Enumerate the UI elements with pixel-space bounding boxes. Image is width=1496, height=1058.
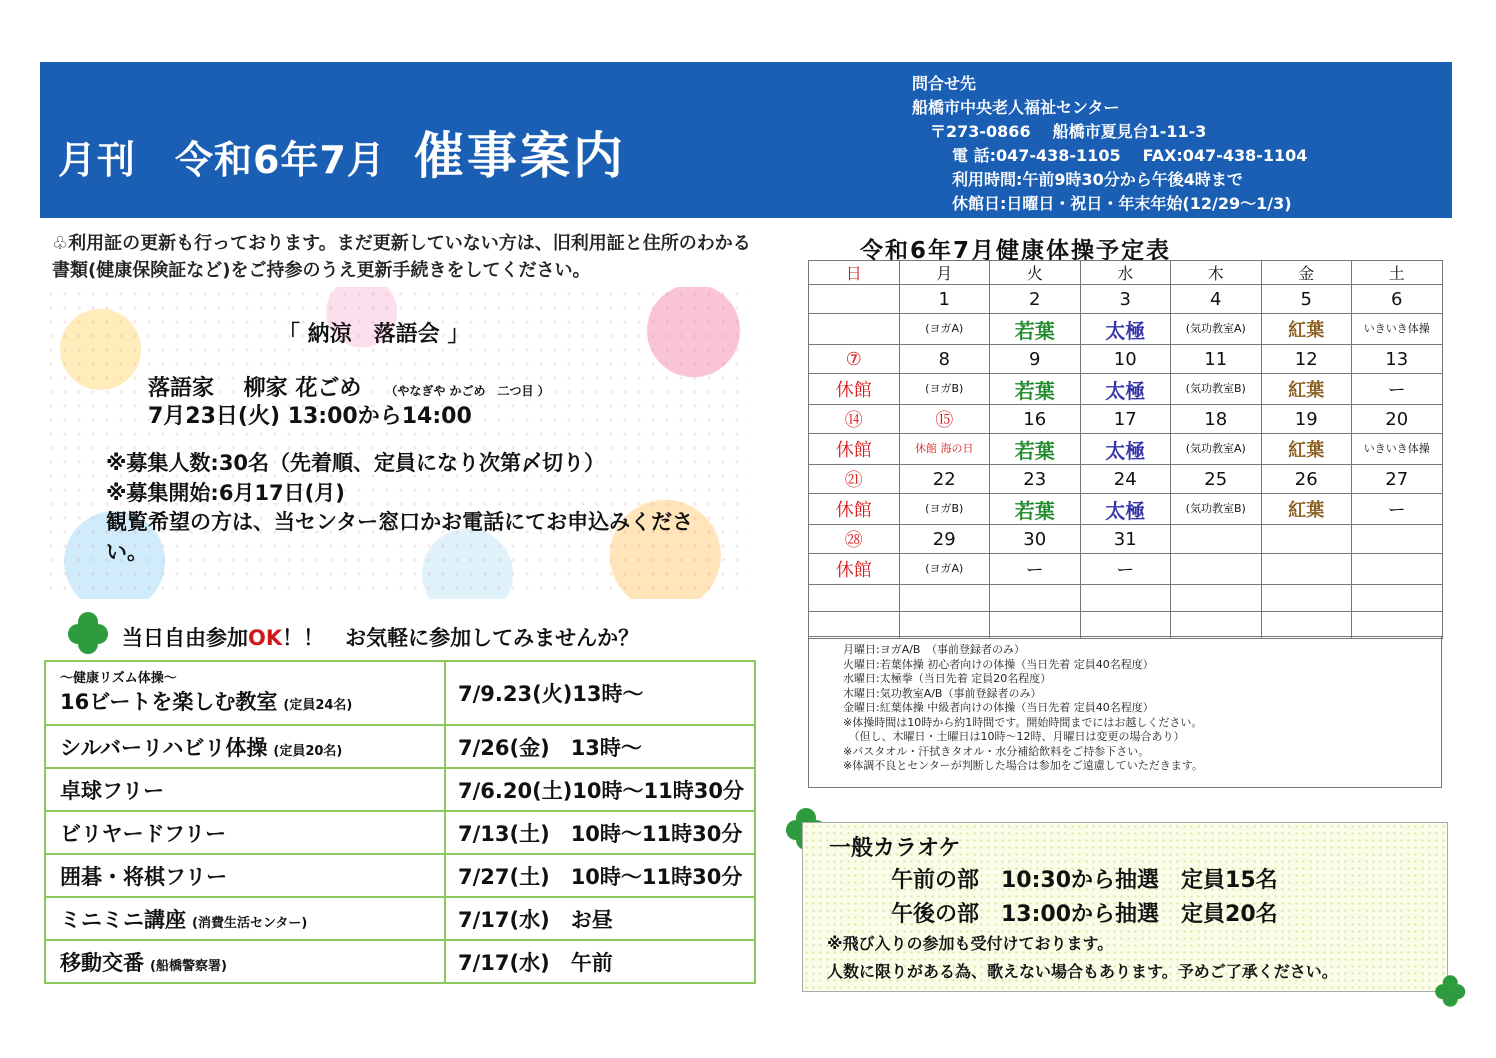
- program-cell: 休館: [809, 434, 900, 465]
- date-number: 25: [1204, 468, 1228, 490]
- date-number: 16: [1023, 408, 1047, 430]
- performer-name: 落語家 柳家 花ごめ: [148, 376, 362, 401]
- date-number: 1: [938, 288, 950, 310]
- blank-cell: [899, 612, 990, 639]
- date-cell: [809, 465, 900, 494]
- notice-text: 利用証の更新も行っております。まだ更新していない方は、旧利用証と住所のわかる書類(健康保険証など)をご持参のうえ更新手続きをしてください。: [52, 233, 751, 281]
- rakugo-start: ※募集開始:6月17日(月): [106, 481, 345, 505]
- date-cell: [1352, 285, 1443, 314]
- date-number: 9: [1029, 348, 1041, 370]
- karaoke-title: 一般カラオケ: [829, 836, 961, 861]
- event-name-cell: [45, 768, 445, 811]
- program-row: [809, 314, 1443, 345]
- karaoke-morning: 午前の部 10:30から抽選 定員15名: [891, 868, 1278, 893]
- blank-cell: [1080, 585, 1171, 612]
- free-heading: [122, 622, 639, 652]
- event-note: (消費生活センター): [192, 915, 308, 931]
- date-number: ⑮: [935, 410, 954, 431]
- header-banner: [40, 62, 1452, 218]
- program-cell: いきいき体操: [1352, 314, 1443, 345]
- table-row: [45, 725, 755, 768]
- program-cell: (ヨガA): [899, 554, 990, 585]
- event-name: 囲碁・将棋フリー: [60, 864, 228, 889]
- blank-cell: [1171, 585, 1262, 612]
- date-cell: [1080, 525, 1171, 554]
- program-cell: [1171, 554, 1262, 585]
- program-cell: 太極: [1080, 374, 1171, 405]
- title-prefix: 月刊 令和6年7月: [58, 138, 386, 182]
- date-number: ⑭: [844, 410, 863, 431]
- date-cell: [1352, 465, 1443, 494]
- date-cell: [1080, 465, 1171, 494]
- program-row: [809, 374, 1443, 405]
- date-row: [809, 285, 1443, 314]
- event-name: ビリヤードフリー: [60, 821, 227, 846]
- blank-cell: [1080, 612, 1171, 639]
- program-cell: ー: [1352, 374, 1443, 405]
- date-row: [809, 345, 1443, 374]
- schedule-note: 火曜日:若葉体操 初心者向けの体操（当日先着 定員40名程度）: [843, 657, 1154, 671]
- date-number: 27: [1385, 468, 1409, 490]
- event-time: 7/9.23(火)13時～: [445, 661, 755, 725]
- program-cell: 紅葉: [1261, 314, 1352, 345]
- date-cell: [1171, 525, 1262, 554]
- blank-cell: [1352, 612, 1443, 639]
- table-row: [45, 661, 755, 725]
- weekday-cell: 日: [809, 261, 900, 285]
- schedule-note: 水曜日:太極拳（当日先着 定員20名程度）: [843, 672, 1052, 685]
- date-number: ⑦: [845, 348, 862, 370]
- program-cell: 紅葉: [1261, 374, 1352, 405]
- date-number: 20: [1385, 408, 1409, 430]
- schedule-note: 金曜日:紅葉体操 中級者向けの体操（当日先着 定員40名程度）: [843, 701, 1154, 714]
- schedule-note: ※体調不良とセンターが判断した場合は参加をご遠慮していただきます。: [843, 759, 1203, 772]
- schedule-note: ※バスタオル・汗拭きタオル・水分補給飲料をご持参下さい。: [843, 744, 1150, 758]
- program-cell: [809, 314, 900, 345]
- table-row: [45, 811, 755, 854]
- date-cell: [1171, 465, 1262, 494]
- date-number: 22: [932, 468, 956, 490]
- karaoke-note-walkin: ※飛び入りの参加も受付けております。: [827, 934, 1114, 953]
- contact-fax: FAX:047-438-1104: [1142, 146, 1308, 165]
- date-number: 26: [1294, 468, 1318, 490]
- event-name-cell: [45, 940, 445, 983]
- date-number: 23: [1023, 468, 1047, 490]
- program-row: [809, 554, 1443, 585]
- date-cell: [990, 525, 1081, 554]
- program-cell: 太極: [1080, 314, 1171, 345]
- contact-phone-line: [912, 144, 1307, 168]
- event-time: 7/17(水) お昼: [445, 897, 755, 940]
- weekday-cell: 火: [990, 261, 1081, 285]
- date-cell: [899, 285, 990, 314]
- event-time: 7/13(土) 10時～11時30分: [445, 811, 755, 854]
- date-number: 11: [1204, 348, 1228, 370]
- renewal-notice: [52, 230, 752, 284]
- karaoke-afternoon: 午後の部 13:00から抽選 定員20名: [891, 902, 1278, 927]
- contact-tel: 電 話:047-438-1105: [952, 146, 1121, 165]
- program-cell: 太極: [1080, 434, 1171, 465]
- page-title: [58, 116, 626, 188]
- karaoke-panel: [802, 822, 1448, 992]
- program-cell: [1352, 554, 1443, 585]
- schedule-table: [808, 260, 1443, 639]
- contact-closed: 休館日:日曜日・祝日・年末年始(12/29～1/3): [952, 194, 1292, 213]
- date-cell: [809, 525, 900, 554]
- contact-hours: 利用時間:午前9時30分から午後4時まで: [952, 170, 1243, 189]
- date-number: 17: [1113, 408, 1137, 430]
- date-cell: [899, 345, 990, 374]
- program-cell: 太極: [1080, 494, 1171, 525]
- program-cell: ー: [990, 554, 1081, 585]
- date-cell: [809, 285, 900, 314]
- blank-cell: [1352, 585, 1443, 612]
- date-row: [809, 465, 1443, 494]
- rakugo-capacity: ※募集人数:30名（先着順、定員になり次第〆切り）: [106, 451, 606, 475]
- program-cell: 若葉: [990, 434, 1081, 465]
- event-name: 卓球フリー: [60, 778, 165, 803]
- date-cell: [990, 465, 1081, 494]
- date-number: 19: [1294, 408, 1318, 430]
- date-number: 10: [1113, 348, 1137, 370]
- date-cell: [1171, 345, 1262, 374]
- program-cell: 若葉: [990, 494, 1081, 525]
- date-cell: [1080, 285, 1171, 314]
- event-time: 7/26(金) 13時～: [445, 725, 755, 768]
- blank-cell: [1261, 585, 1352, 612]
- date-number: 30: [1023, 528, 1047, 550]
- blank-cell: [809, 585, 900, 612]
- date-cell: [899, 525, 990, 554]
- program-cell: 若葉: [990, 314, 1081, 345]
- blank-row: [809, 612, 1443, 639]
- weekday-cell: 土: [1352, 261, 1443, 285]
- table-row: [45, 768, 755, 811]
- rakugo-panel: [44, 287, 750, 599]
- program-row: [809, 494, 1443, 525]
- event-name: ミニミニ講座: [60, 907, 186, 932]
- event-name: シルバーリハビリ体操: [60, 735, 268, 760]
- rakugo-datetime: 7月23日(火) 13:00から14:00: [148, 404, 472, 429]
- program-cell: (ヨガB): [899, 494, 990, 525]
- program-cell: 休館: [809, 554, 900, 585]
- event-name-cell: [45, 811, 445, 854]
- program-cell: いきいき体操: [1352, 434, 1443, 465]
- date-number: 8: [938, 348, 950, 370]
- rakugo-title: 「 納涼 落語会 」: [278, 322, 470, 347]
- program-cell: 紅葉: [1261, 434, 1352, 465]
- contact-org: 船橋市中央老人福祉センター: [912, 98, 1120, 117]
- date-number: 13: [1385, 348, 1409, 370]
- program-cell: (気功教室B): [1171, 494, 1262, 525]
- karaoke-note-limit: 人数に限りがある為、歌えない場合もあります。予めご了承ください。: [827, 962, 1338, 981]
- notice-mark-icon: ♧: [52, 233, 69, 254]
- contact-address: 船橋市夏見台1-11-3: [1052, 122, 1207, 141]
- date-cell: [1171, 405, 1262, 434]
- program-cell: (気功教室B): [1171, 374, 1262, 405]
- date-cell: [1080, 345, 1171, 374]
- program-cell: (ヨガA): [899, 314, 990, 345]
- contact-postal: 〒273-0866: [930, 122, 1031, 141]
- event-name-cell: [45, 897, 445, 940]
- table-row: [45, 897, 755, 940]
- schedule-note: 木曜日:気功教室A/B（事前登録者のみ）: [843, 686, 1042, 700]
- contact-address-line: [912, 120, 1307, 144]
- date-cell: [1352, 345, 1443, 374]
- date-row: [809, 405, 1443, 434]
- schedule-note: （但し、木曜日・土曜日は10時～12時、月曜日は変更の場合あり）: [843, 730, 1185, 743]
- event-time: 7/27(土) 10時～11時30分: [445, 854, 755, 897]
- date-cell: [1171, 285, 1262, 314]
- event-name-cell: [45, 661, 445, 725]
- schedule-note: ※体操時間は10時から約1時間です。開始時間までにはお越しください。: [843, 715, 1203, 729]
- program-cell: 紅葉: [1261, 494, 1352, 525]
- program-cell: (ヨガB): [899, 374, 990, 405]
- date-cell: [1261, 405, 1352, 434]
- weekday-cell: 木: [1171, 261, 1262, 285]
- date-cell: [899, 405, 990, 434]
- date-number: 3: [1119, 288, 1131, 310]
- date-cell: [990, 285, 1081, 314]
- date-cell: [809, 405, 900, 434]
- blank-cell: [1171, 612, 1262, 639]
- blank-cell: [990, 612, 1081, 639]
- schedule-note: 月曜日:ヨガA/B （事前登録者のみ）: [843, 643, 1025, 656]
- date-number: 4: [1210, 288, 1222, 310]
- contact-block: [912, 72, 1307, 216]
- free-heading-a: 当日自由参加: [122, 626, 248, 650]
- weekday-header-row: [809, 261, 1443, 285]
- blank-cell: [899, 585, 990, 612]
- program-cell: 休館 海の日: [899, 434, 990, 465]
- date-cell: [1261, 465, 1352, 494]
- event-name-cell: [45, 725, 445, 768]
- free-events-table: [44, 660, 756, 984]
- weekday-cell: 月: [899, 261, 990, 285]
- date-cell: [990, 345, 1081, 374]
- program-cell: (気功教室A): [1171, 314, 1262, 345]
- date-number: 31: [1113, 528, 1137, 550]
- date-number: ㉘: [844, 530, 863, 551]
- clover-icon: [1434, 974, 1469, 1009]
- date-cell: [1080, 405, 1171, 434]
- program-cell: (気功教室A): [1171, 434, 1262, 465]
- event-time: 7/6.20(土)10時～11時30分: [445, 768, 755, 811]
- program-cell: ー: [1080, 554, 1171, 585]
- date-number: 12: [1294, 348, 1318, 370]
- date-number: 18: [1204, 408, 1228, 430]
- title-main: 催事案内: [413, 127, 626, 185]
- date-number: 24: [1113, 468, 1137, 490]
- event-note: (船橋警察署): [150, 958, 227, 974]
- schedule-notes: [808, 636, 1442, 788]
- blank-cell: [990, 585, 1081, 612]
- program-cell: [1261, 554, 1352, 585]
- clover-icon: [66, 610, 112, 656]
- event-name: 移動交番: [60, 950, 144, 975]
- event-name-cell: [45, 854, 445, 897]
- program-cell: 若葉: [990, 374, 1081, 405]
- program-cell: 休館: [809, 494, 900, 525]
- date-cell: [1261, 525, 1352, 554]
- free-heading-ok: OK: [248, 626, 283, 650]
- blank-cell: [809, 612, 900, 639]
- weekday-cell: 金: [1261, 261, 1352, 285]
- program-row: [809, 434, 1443, 465]
- event-time: 7/17(水) 午前: [445, 940, 755, 983]
- date-number: 6: [1391, 288, 1403, 310]
- program-cell: ー: [1352, 494, 1443, 525]
- blank-cell: [1261, 612, 1352, 639]
- event-sub: ～健康リズム体操～: [60, 671, 177, 686]
- date-number: 5: [1300, 288, 1312, 310]
- date-number: 2: [1029, 288, 1041, 310]
- program-cell: 休館: [809, 374, 900, 405]
- free-heading-b: ！！ お気軽に参加してみませんか？: [282, 626, 640, 650]
- date-cell: [1261, 285, 1352, 314]
- date-cell: [899, 465, 990, 494]
- date-cell: [1261, 345, 1352, 374]
- date-number: 29: [932, 528, 956, 550]
- contact-label: 問合せ先: [912, 74, 977, 93]
- date-cell: [809, 345, 900, 374]
- rakugo-apply: 観覧希望の方は、当センター窓口かお電話にてお申込みください。: [106, 510, 694, 564]
- rakugo-performer: [148, 371, 550, 402]
- weekday-cell: 水: [1080, 261, 1171, 285]
- event-note: (定員24名): [283, 698, 353, 713]
- schedule-title: 令和6年7月健康体操予定表: [860, 238, 1172, 264]
- table-row: [45, 940, 755, 983]
- date-cell: [990, 405, 1081, 434]
- event-note: (定員20名): [273, 743, 343, 759]
- date-cell: [1352, 525, 1443, 554]
- date-cell: [1352, 405, 1443, 434]
- blank-row: [809, 585, 1443, 612]
- table-row: [45, 854, 755, 897]
- performer-ruby: （やなぎや かごめ 二つ目 ）: [385, 384, 550, 398]
- date-row: [809, 525, 1443, 554]
- event-name: 16ビートを楽しむ教室: [60, 690, 278, 714]
- date-number: ㉑: [844, 470, 863, 491]
